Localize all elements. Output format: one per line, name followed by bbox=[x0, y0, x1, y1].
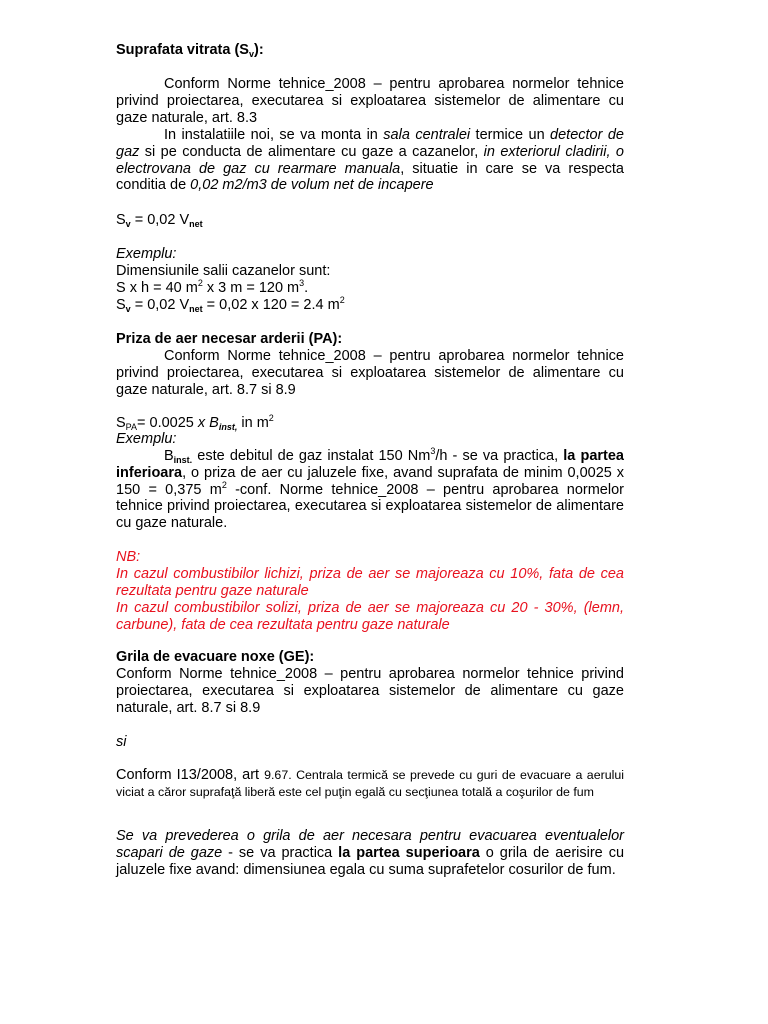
example-line-1: Dimensiunile salii cazanelor sunt: bbox=[116, 263, 331, 279]
paragraph-example-binst: $B_{inst.}$ este debitul de gaz instalat 150 Nm$^3$/h - se va practica, la partea inferioara, o priza de aer cu jaluzele fixe, avand suprafata de minim 0,0025 x 150 = 0,375 $m^2$ -conf. Norme tehnice_2008 – pentru aprobarea normelor tehnice privind proiectarea, executarea si exploatarea sistemelor de alimentare cu gaze naturale. bbox=[116, 446, 624, 532]
paragraph-norme-8-7-ge: Conform Norme tehnice_2008 – pentru aprobarea normelor tehnice privind proiectarea, executarea si exploatarea sistemelor de alimentare cu gaze naturale, art. 8.7 si 8.9 bbox=[116, 666, 624, 716]
section-title-priza-aer: Priza de aer necesar arderii (PA): bbox=[116, 331, 343, 347]
paragraph-norme-8-7-pa: Conform Norme tehnice_2008 – pentru aprobarea normelor tehnice privind proiectarea, executarea si exploatarea sistemelor de alimentare cu gaze naturale, art. 8.7 si 8.9 bbox=[116, 348, 624, 398]
nb-title: NB: bbox=[116, 549, 141, 565]
example-title-pa: Exemplu: bbox=[116, 431, 177, 447]
example-title: Exemplu: bbox=[116, 246, 177, 262]
nb-solizi: In cazul combustibilor solizi, priza de aer se majoreaza cu 20 - 30%, (lemn, carbune), fata de cea rezultata pentru gaze naturale bbox=[116, 600, 624, 633]
section-title-grila-evacuare: Grila de evacuare noxe (GE): bbox=[116, 649, 315, 665]
paragraph-grila-aer: Se va prevederea o grila de aer necesara pentru evacuarea eventualelor scapari de gaze - se va practica la partea superioara o grila de aerisire cu jaluzele fixe avand: dimensiunea egala cu suma suprafetelor cosurilor de fum. bbox=[116, 828, 625, 878]
conjunction-si: si bbox=[116, 734, 127, 750]
paragraph-norme-8-3: Conform Norme tehnice_2008 – pentru aprobarea normelor tehnice privind proiectarea, executarea si exploatarea sistemelor de alimentare cu gaze naturale, art. 8.3 bbox=[116, 76, 624, 126]
formula-spa: $S_{PA}= 0.0025$ x $B_{inst,}$ in $m^2$ bbox=[116, 413, 274, 432]
section-title-suprafata-vitrata: Suprafata vitrata $(S_v)$: bbox=[116, 42, 264, 59]
formula-sv: $S_v = 0,02$ $V_{net}$ bbox=[116, 212, 203, 229]
example-line-2: S x h = 40 $m^2$ x 3 m = 120 $m^3$. bbox=[116, 278, 309, 296]
nb-lichizi: In cazul combustibilor lichizi, priza de aer se majoreaza cu 10%, fata de cea rezultata pentru gaze naturale bbox=[116, 566, 624, 599]
example-line-3: $S_v = 0,02$ $V_{net} = 0,02$ x 120 = 2.4 $m^2$ bbox=[116, 295, 345, 314]
paragraph-i13-2008: Conform I13/2008, art 9.67. Centrala termică se prevede cu guri de evacuare a aerului viciat a căror suprafaţă liberă este cel puţin egală cu secţiunea totală a coşurilor de fum bbox=[116, 767, 625, 799]
paragraph-instalatii-noi: In instalatiile noi, se va monta in sala centralei termice un detector de gaz si pe conducta de alimentare cu gaze a cazanelor, in exteriorul cladirii, o electrovana de gaz cu rearmare manuala, situatie in care se va respecta conditia de 0,02 m2/m3 de volum net de incapere bbox=[116, 127, 625, 194]
